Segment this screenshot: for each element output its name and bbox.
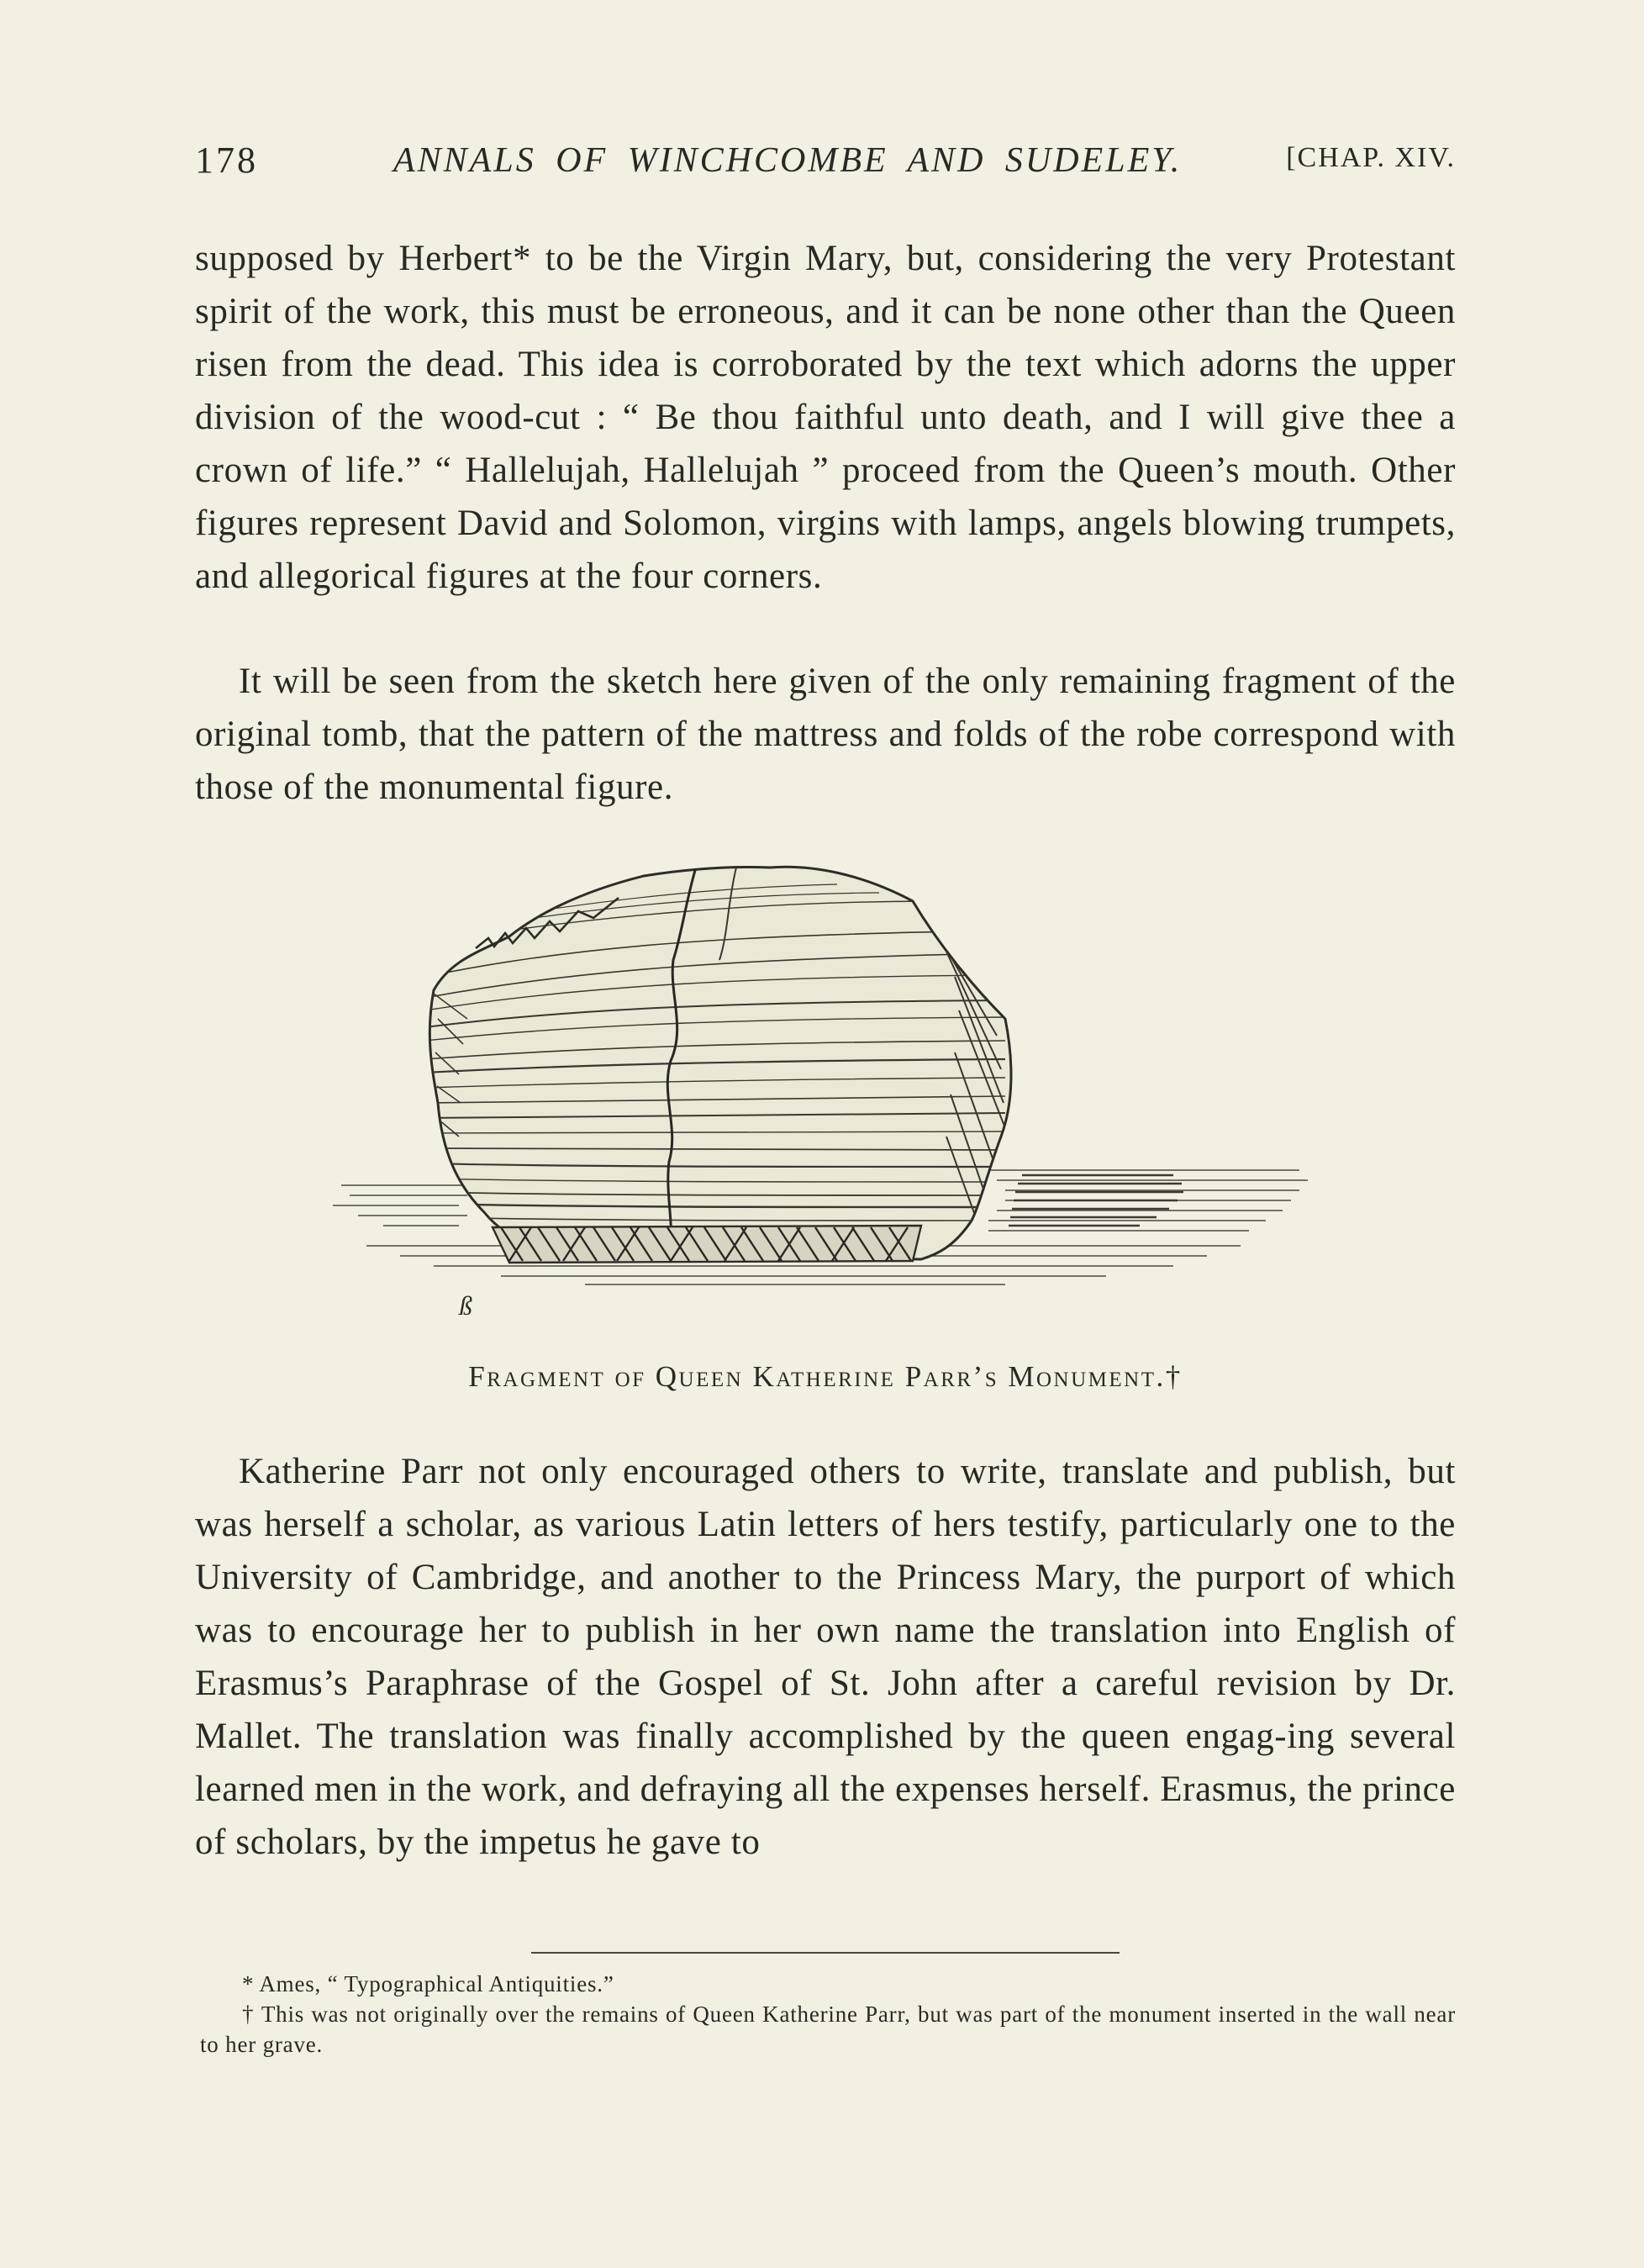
mattress-pattern — [493, 1226, 921, 1263]
footnote-rule — [531, 1952, 1120, 1954]
footnote-1: * Ames, “ Typographical Antiquities.” — [242, 1971, 614, 1996]
paragraph-3: Katherine Parr not only encouraged others to write, translate and publish, but was herself a scholar, as various Latin letters of hers testify, particularly one to the University of Cambridge, and another to the Princess Mary, the purport of which was to encourage her to publish in her own name the translation into English of Erasmus’s Paraphrase of the Gospel of St. John after a careful revision by Dr. Mallet. The translation was finally accomplished by the queen engag-ing several learned men in the work, and defraying all the expenses herself. Erasmus, the prince of scholars, by the impetus he gave to — [195, 1452, 1456, 1862]
footnote-2: † This was not originally over the remains of Queen Katherine Parr, but was part of the monument inserted in the wall near to her grave. — [200, 2002, 1456, 2057]
engraving-svg — [333, 851, 1325, 1338]
paragraph-1: supposed by Herbert* to be the Virgin Mary, but, considering the very Protestant spirit of the work, this must be erroneous, and it can be none other than the Queen risen from the dead. This idea is corroborated by the text which adorns the upper division of the wood-cut : “ Be thou faithful unto death, and I will give thee a crown of life.” “ Hallelujah, Hallelujah ” proceed from the Queen’s mouth. Other figures represent David and Solomon, virgins with lamps, angels blowing trumpets, and allegorical figures at the four corners. — [195, 239, 1456, 596]
footnotes — [200, 1969, 1456, 2060]
figure-caption: Fragment of Queen Katherine Parr’s Monument.† — [468, 1360, 1183, 1393]
running-head — [195, 139, 1456, 189]
stone-shadow — [1009, 1175, 1183, 1226]
paragraph-2: It will be seen from the sketch here given of the only remaining fragment of the original tomb, that the pattern of the mattress and folds of the robe correspond with those of the monumental figure. — [195, 662, 1456, 807]
engraver-monogram: ß — [459, 1290, 472, 1321]
chapter-marker: [CHAP. XIV. — [1286, 142, 1456, 173]
running-title: ANNALS OF WINCHCOMBE AND SUDELEY. — [393, 141, 1183, 180]
monument-fragment-illustration — [333, 851, 1325, 1338]
page-number: 178 — [195, 140, 258, 181]
